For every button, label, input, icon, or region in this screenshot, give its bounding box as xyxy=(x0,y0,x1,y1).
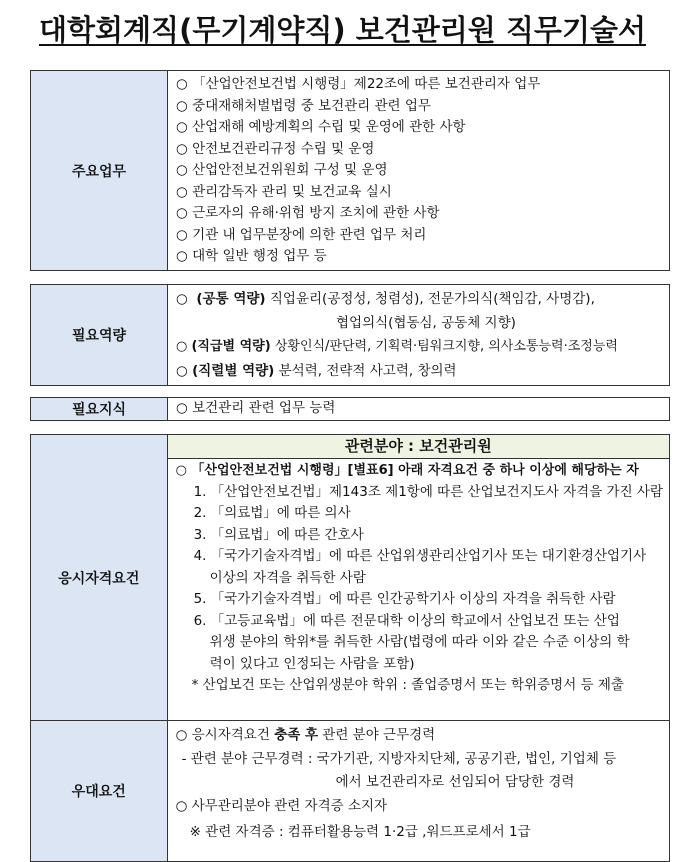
list-item: ○ 중대재해처벌법령 중 보건관리 관련 업무 xyxy=(176,97,431,114)
qualification-table xyxy=(30,434,670,862)
list-item: ※ 관련 자격증 : 컴퓨터활용능력 1·2급 ,워드프로세서 1급 xyxy=(189,824,531,840)
duties-label: 주요업무 xyxy=(31,71,168,271)
list-item: ○ 사무관리분야 관련 자격증 소지자 xyxy=(175,798,388,814)
list-item: ○ 기관 내 업무분장에 의한 관련 업무 처리 xyxy=(176,226,427,243)
list-item: ○ 산업재해 예방계획의 수립 및 운영에 관한 사항 xyxy=(176,119,466,135)
note: * 산업보건 또는 산업위생분야 학위 : 졸업증명서 또는 학위증명서 등 제출 xyxy=(191,677,624,693)
qualification-list xyxy=(167,459,669,721)
list-item: 3. 「의료법」에 따른 간호사 xyxy=(193,526,364,543)
field-header: 관련분야 : 보건관리원 xyxy=(167,435,669,459)
list-item: 협업의식(협동심, 공동체 지향) xyxy=(336,315,516,331)
knowledge-label: 필요지식 xyxy=(31,398,168,421)
competency-table xyxy=(30,284,670,386)
list-item: 에서 보건관리자로 선임되어 담당한 경력 xyxy=(335,774,575,790)
list-item: ○ 보건관리 관련 업무 능력 xyxy=(176,400,336,416)
list-item: 이상의 자격을 취득한 사람 xyxy=(209,569,366,586)
document-title: 대학회계직(무기계약직) 보건관리원 직무기술서 xyxy=(39,13,646,47)
qualification-label: 응시자격요건 xyxy=(31,435,168,721)
list-item: ○ 관리감독자 관리 및 보건교육 실시 xyxy=(176,183,392,200)
list-item: ○ (직렬별 역량) 분석력, 전략적 사고력, 창의력 xyxy=(176,363,457,379)
list-item: 6. 「고등교육법」에 따른 전문대학 이상의 학교에서 산업보건 또는 산업 xyxy=(193,612,620,629)
list-item: ○ (공통 역량) 직업윤리(공정성, 청렴성), 전문가의식(책임감, 사명감), xyxy=(176,291,595,307)
competency-list xyxy=(168,285,670,386)
list-item: 5. 「국가기술자격법」에 따른 인간공학기사 이상의 자격을 취득한 사람 xyxy=(193,591,616,607)
preferred-list xyxy=(167,721,669,862)
list-item: 력이 있다고 인정되는 사람을 포함) xyxy=(209,655,415,672)
list-item: ○ 응시자격요건 충족 후 관련 분야 근무경력 xyxy=(175,727,436,743)
list-item: 4. 「국가기술자격법」에 따른 산업위생관리산업기사 또는 대기환경산업기사 xyxy=(193,548,647,564)
list-item: ○ 안전보건관리규정 수립 및 운영 xyxy=(176,140,375,157)
list-item: 1. 「산업안전보건법」제143조 제1항에 따른 산업보건지도사 자격을 가진 사람 xyxy=(193,483,663,500)
list-item: ○ 대학 일반 행정 업무 등 xyxy=(176,248,327,264)
list-item: ○ (직급별 역량) 상황인식/판단력, 기획력·팀워크지향, 의사소통능력·조정능력 xyxy=(176,339,618,354)
list-item: ○ 산업안전보건위원회 구성 및 운영 xyxy=(176,162,388,178)
list-item: ○ 근로자의 유해·위험 방지 조치에 관한 사항 xyxy=(176,205,440,221)
list-item: 2. 「의료법」에 따른 의사 xyxy=(193,505,351,521)
competency-label: 필요역량 xyxy=(31,285,168,386)
duties-list xyxy=(168,71,670,271)
list-item: 위생 분야의 학위*를 취득한 사람(법령에 따라 이와 같은 수준 이상의 학 xyxy=(209,634,630,650)
preferred-label: 우대요건 xyxy=(31,721,168,862)
list-item: ○ 「산업안전보건법 시행령」제22조에 따른 보건관리자 업무 xyxy=(176,76,541,92)
list-item: - 관련 분야 근무경력 : 국가기관, 지방자치단체, 공공기관, 법인, 기업체 등 xyxy=(181,751,617,767)
knowledge-table xyxy=(30,397,670,421)
duties-table xyxy=(30,70,670,271)
list-item: ○ 「산업안전보건법 시행령」[별표6] 아래 자격요건 중 하나 이상에 해당하는 자 xyxy=(175,463,639,478)
